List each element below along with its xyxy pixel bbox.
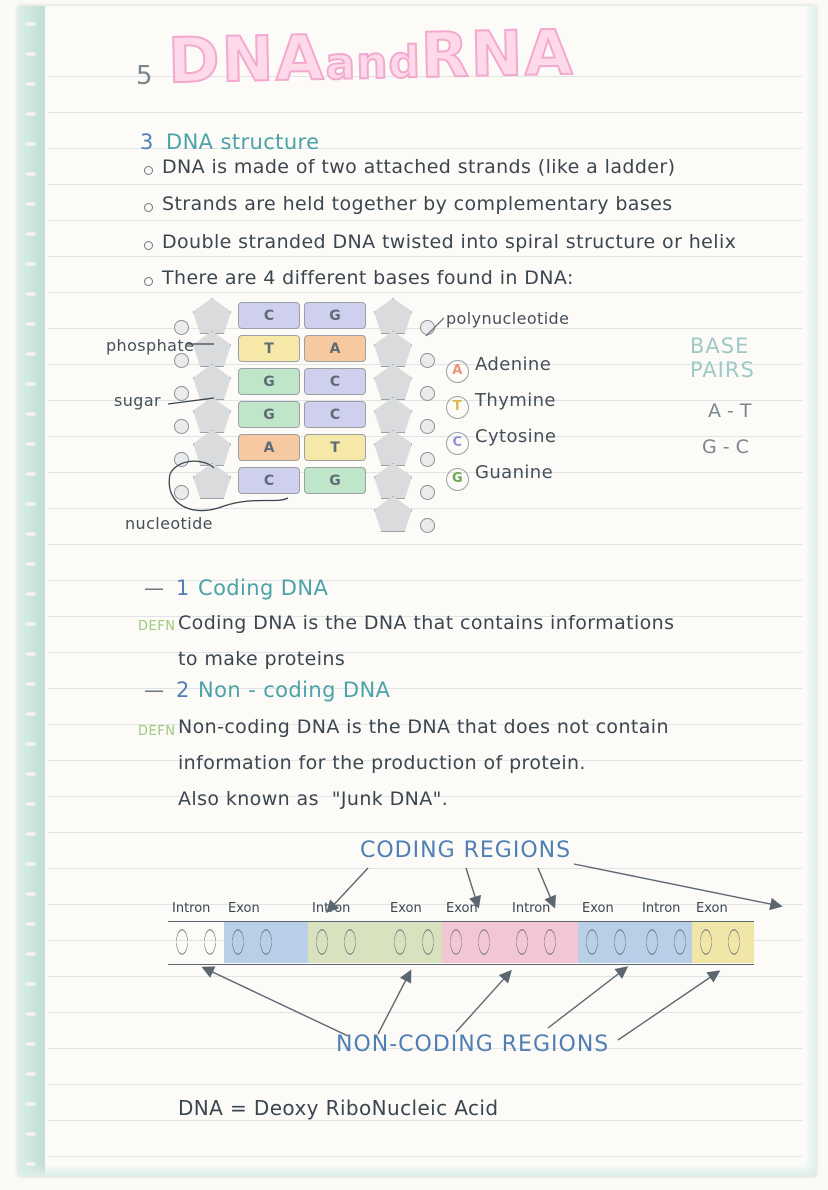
phosphate-circle bbox=[174, 386, 189, 401]
helix-pattern bbox=[638, 921, 692, 963]
bullet-icon bbox=[144, 241, 153, 250]
legend-base-name: Cytosine bbox=[475, 426, 557, 447]
phosphate-circle bbox=[420, 518, 435, 533]
legend-item-adenine bbox=[446, 354, 551, 383]
binding-hole bbox=[25, 1042, 36, 1046]
sugar-pentagon bbox=[374, 430, 412, 466]
strand-segment bbox=[442, 901, 508, 963]
segment-label: Exon bbox=[390, 901, 422, 916]
sugar-pentagon bbox=[374, 463, 412, 499]
structure-bullet-4: There are 4 different bases found in DNA: bbox=[162, 267, 574, 289]
helix-pattern bbox=[692, 921, 754, 963]
rule-line bbox=[48, 1084, 802, 1085]
rule-line bbox=[48, 1120, 802, 1121]
binding-hole bbox=[25, 472, 36, 476]
dash-marker: — bbox=[144, 576, 165, 600]
binding-hole bbox=[25, 112, 36, 116]
noncoding-definition-line-3: Also known as "Junk DNA". bbox=[178, 788, 449, 810]
binding-hole bbox=[25, 982, 36, 986]
strand-segment bbox=[692, 901, 754, 963]
binding-hole bbox=[25, 1072, 36, 1076]
structure-bullet-2: Strands are held together by complementary bases bbox=[162, 193, 673, 215]
section-heading-structure: DNA structure bbox=[166, 130, 320, 154]
binding-hole bbox=[25, 352, 36, 356]
legend-base-name: Thymine bbox=[475, 390, 556, 411]
binding-hole bbox=[25, 532, 36, 536]
binding-hole bbox=[25, 862, 36, 866]
binding-hole bbox=[25, 592, 36, 596]
dash-marker: — bbox=[144, 678, 165, 702]
binding-hole bbox=[25, 1012, 36, 1016]
binding-hole bbox=[25, 382, 36, 386]
noncoding-number: 2 bbox=[176, 678, 190, 702]
helix-pattern bbox=[578, 921, 638, 963]
rule-line bbox=[48, 904, 802, 905]
binding-hole bbox=[25, 1102, 36, 1106]
rule-line bbox=[48, 1156, 802, 1157]
phosphate-circle bbox=[174, 419, 189, 434]
phosphate-circle bbox=[420, 452, 435, 467]
binding-hole bbox=[25, 52, 36, 56]
strand-segment bbox=[638, 901, 692, 963]
sugar-pentagon bbox=[193, 430, 231, 466]
base-right: C bbox=[304, 368, 366, 395]
binding-hole bbox=[25, 832, 36, 836]
title-rna: RNA bbox=[420, 15, 576, 92]
coding-definition-line-1: Coding DNA is the DNA that contains informations bbox=[178, 612, 675, 634]
legend-base-icon: C bbox=[446, 432, 469, 455]
phosphate-circle bbox=[420, 320, 435, 335]
binding-hole bbox=[25, 682, 36, 686]
sugar-pentagon bbox=[193, 298, 231, 334]
noncoding-definition-line-2: information for the production of protein. bbox=[178, 752, 586, 774]
sugar-pentagon bbox=[374, 496, 412, 532]
structure-bullet-3: Double stranded DNA twisted into spiral structure or helix bbox=[162, 231, 737, 253]
phosphate-circle bbox=[174, 485, 189, 500]
binding-hole bbox=[25, 922, 36, 926]
legend-item-guanine bbox=[446, 462, 553, 491]
binding-hole bbox=[25, 142, 36, 146]
section-number-3: 3 bbox=[140, 130, 154, 154]
rule-line bbox=[48, 220, 802, 221]
sugar-pentagon bbox=[374, 298, 412, 334]
strand-segment bbox=[578, 901, 638, 963]
label-polynucleotide: polynucleotide bbox=[446, 309, 570, 328]
helix-pattern bbox=[224, 921, 308, 963]
base-left: A bbox=[238, 434, 300, 461]
segment-label: Intron bbox=[642, 901, 681, 916]
legend-base-icon: T bbox=[446, 396, 469, 419]
coding-regions-label: CODING REGIONS bbox=[360, 838, 572, 863]
base-right: T bbox=[304, 434, 366, 461]
strand-segment bbox=[308, 901, 386, 963]
legend-base-icon: A bbox=[446, 360, 469, 383]
bullet-icon bbox=[144, 277, 153, 286]
strand-segment bbox=[168, 901, 224, 963]
base-pair-1: A - T bbox=[708, 400, 752, 422]
binding-hole bbox=[25, 802, 36, 806]
legend-item-cytosine bbox=[446, 426, 556, 455]
coding-number: 1 bbox=[176, 576, 190, 600]
segment-label: Exon bbox=[446, 901, 478, 916]
sugar-pentagon bbox=[193, 397, 231, 433]
sugar-pentagon bbox=[374, 397, 412, 433]
legend-base-name: Guanine bbox=[475, 462, 554, 483]
sugar-pentagon bbox=[374, 331, 412, 367]
binding-hole bbox=[25, 892, 36, 896]
coding-heading: Coding DNA bbox=[198, 576, 329, 600]
spiral-binding bbox=[18, 6, 45, 1176]
base-left: G bbox=[238, 401, 300, 428]
base-right: A bbox=[304, 335, 366, 362]
nucleotide-diagram bbox=[138, 296, 608, 546]
binding-hole bbox=[25, 22, 36, 26]
dna-strand-figure bbox=[168, 901, 808, 963]
helix-pattern bbox=[442, 921, 508, 963]
rule-line bbox=[48, 112, 802, 113]
dna-acronym: DNA = Deoxy RiboNucleic Acid bbox=[178, 1096, 499, 1120]
helix-pattern bbox=[386, 921, 442, 963]
base-pair-2: G - C bbox=[702, 436, 749, 458]
noncoding-heading: Non - coding DNA bbox=[198, 678, 391, 702]
arrow-overlay bbox=[18, 6, 816, 1176]
title-dna: DNA bbox=[167, 20, 327, 98]
rule-line bbox=[48, 292, 802, 293]
binding-hole bbox=[25, 82, 36, 86]
page-title bbox=[167, 16, 575, 97]
phosphate-circle bbox=[420, 485, 435, 500]
binding-hole bbox=[25, 412, 36, 416]
binding-hole bbox=[25, 712, 36, 716]
defn-tag-coding: DEFN bbox=[138, 619, 176, 634]
binding-hole bbox=[25, 442, 36, 446]
binding-hole bbox=[25, 1132, 36, 1136]
base-left: C bbox=[238, 467, 300, 494]
base-pairs-box bbox=[690, 334, 816, 458]
binding-hole bbox=[25, 292, 36, 296]
bullet-icon bbox=[144, 203, 153, 212]
segment-label: Exon bbox=[228, 901, 260, 916]
base-right: G bbox=[304, 467, 366, 494]
strand-segment bbox=[386, 901, 442, 963]
binding-hole bbox=[25, 562, 36, 566]
base-left: C bbox=[238, 302, 300, 329]
label-phosphate: phosphate bbox=[106, 336, 195, 355]
segment-label: Intron bbox=[512, 901, 551, 916]
legend-item-thymine bbox=[446, 390, 556, 419]
phosphate-circle bbox=[174, 353, 189, 368]
binding-hole bbox=[25, 652, 36, 656]
base-left: T bbox=[238, 335, 300, 362]
helix-pattern bbox=[308, 921, 386, 963]
noncoding-definition-line-1: Non-coding DNA is the DNA that does not contain bbox=[178, 716, 669, 738]
phosphate-circle bbox=[174, 320, 189, 335]
helix-pattern bbox=[508, 921, 578, 963]
page-edge-right bbox=[806, 6, 816, 1176]
binding-hole bbox=[25, 502, 36, 506]
rule-line bbox=[48, 976, 802, 977]
binding-hole bbox=[25, 772, 36, 776]
label-sugar: sugar bbox=[114, 391, 162, 410]
base-right: G bbox=[304, 302, 366, 329]
phosphate-circle bbox=[420, 419, 435, 434]
page-edge-bottom bbox=[18, 1164, 816, 1176]
base-pairs-title: BASE PAIRS bbox=[690, 334, 755, 382]
base-left: G bbox=[238, 368, 300, 395]
legend-base-icon: G bbox=[446, 468, 469, 491]
phosphate-circle bbox=[174, 452, 189, 467]
label-nucleotide: nucleotide bbox=[125, 514, 213, 533]
rule-line bbox=[48, 148, 802, 149]
legend-base-name: Adenine bbox=[475, 354, 552, 375]
base-right: C bbox=[304, 401, 366, 428]
sugar-pentagon bbox=[193, 463, 231, 499]
binding-hole bbox=[25, 952, 36, 956]
sugar-pentagon bbox=[193, 331, 231, 367]
page-number: 5 bbox=[136, 61, 153, 91]
strand-segment bbox=[508, 901, 578, 963]
rule-line bbox=[48, 832, 802, 833]
phosphate-circle bbox=[420, 353, 435, 368]
phosphate-circle bbox=[420, 386, 435, 401]
binding-hole bbox=[25, 262, 36, 266]
sugar-pentagon bbox=[193, 364, 231, 400]
bullet-icon bbox=[144, 166, 153, 175]
rule-line bbox=[48, 184, 802, 185]
binding-hole bbox=[25, 322, 36, 326]
segment-label: Exon bbox=[696, 901, 728, 916]
binding-hole bbox=[25, 232, 36, 236]
defn-tag-noncoding: DEFN bbox=[138, 724, 176, 739]
segment-label: Exon bbox=[582, 901, 614, 916]
title-and: and bbox=[324, 36, 422, 90]
structure-bullet-1: DNA is made of two attached strands (like a ladder) bbox=[162, 156, 676, 178]
rule-line bbox=[48, 1012, 802, 1013]
binding-hole bbox=[25, 622, 36, 626]
noncoding-regions-label: NON-CODING REGIONS bbox=[336, 1032, 610, 1057]
coding-definition-line-2: to make proteins bbox=[178, 648, 346, 670]
rule-line bbox=[48, 868, 802, 869]
sugar-pentagon bbox=[374, 364, 412, 400]
binding-hole bbox=[25, 172, 36, 176]
strand-segment bbox=[224, 901, 308, 963]
binding-hole bbox=[25, 202, 36, 206]
rule-line bbox=[48, 652, 802, 653]
segment-label: Intron bbox=[312, 901, 351, 916]
segment-label: Intron bbox=[172, 901, 211, 916]
rule-line bbox=[48, 256, 802, 257]
binding-hole bbox=[25, 742, 36, 746]
helix-pattern bbox=[168, 921, 224, 963]
paper-sheet bbox=[18, 6, 816, 1176]
